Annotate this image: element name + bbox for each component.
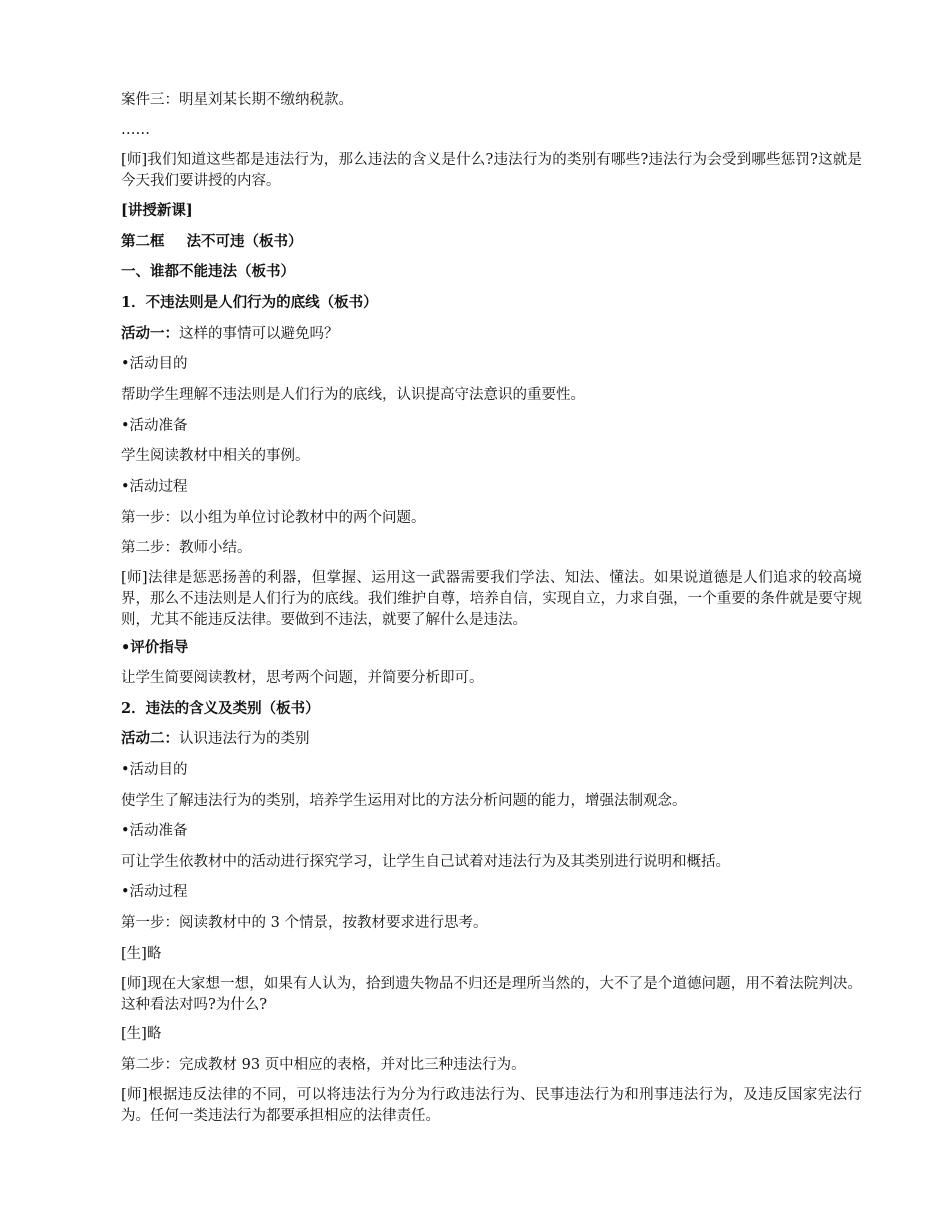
activity-two-step-one: 第一步：阅读教材中的 3 个情景，按教材要求进行思考。 (121, 915, 488, 931)
section-one-heading: 一、谁都不能违法（板书） (121, 263, 295, 280)
evaluation-text: 让学生简要阅读教材，思考两个问题，并简要分析即可。 (121, 670, 484, 686)
teacher-intro-text: [师]我们知道这些都是违法行为，那么违法的含义是什么?违法行为的类别有哪些?违法行为会受到哪些惩罚?这就是今天我们要讲授的内容。 (121, 152, 862, 189)
activity-two-goal-label: •活动目的 (121, 762, 188, 778)
frame-number: 第二框 (121, 233, 165, 250)
activity-one-line (121, 324, 339, 344)
teacher-summary-paragraph (121, 568, 862, 631)
student-answer-one: [生]略 (121, 946, 162, 962)
frame-name: 法不可违（板书） (186, 233, 303, 250)
activity-one-prep-text: 学生阅读教材中相关的事例。 (121, 448, 310, 464)
activity-one-goal-label: •活动目的 (121, 356, 188, 372)
teacher-question-paragraph (121, 974, 862, 1016)
subsection-two-heading: 2．违法的含义及类别（板书） (121, 700, 320, 717)
activity-one-title: 这样的事情可以避免吗？ (179, 326, 339, 342)
activity-two-prep-label: •活动准备 (121, 823, 188, 839)
activity-two-label: 活动二： (121, 730, 179, 747)
activity-two-prep-text: 可让学生依教材中的活动进行探究学习，让学生自己试着对违法行为及其类别进行说明和概括。 (121, 854, 730, 870)
teacher-question-text: [师]现在大家想一想，如果有人认为，拾到遗失物品不归还是理所当然的，大不了是个道德问题，用不着法院判决。这种看法对吗?为什么? (121, 976, 862, 1013)
student-answer-two: [生]略 (121, 1026, 162, 1042)
subsection-one-heading: 1．不违法则是人们行为的底线（板书） (121, 294, 378, 311)
activity-one-label: 活动一： (121, 325, 179, 342)
activity-two-title: 认识违法行为的类别 (179, 731, 310, 747)
activity-one-step-one: 第一步：以小组为单位讨论教材中的两个问题。 (121, 510, 426, 526)
teacher-conclusion-paragraph (121, 1085, 862, 1127)
evaluation-label: •评价指导 (121, 639, 189, 656)
activity-one-prep-label: •活动准备 (121, 418, 188, 434)
teacher-summary-text: [师]法律是惩恶扬善的利器，但掌握、运用这一武器需要我们学法、知法、懂法。如果说道德是人们追求的较高境界，那么不违法则是人们行为的底线。我们维护自尊，培养自信，实现自立，力求自强，一个重要的条件就是要守规则，尤其不能违反法律。要做到不违法，就要了解什么是违法。 (121, 570, 862, 628)
activity-one-goal-text: 帮助学生理解不违法则是人们行为的底线，认识提高守法意识的重要性。 (121, 387, 585, 403)
activity-two-line (121, 729, 310, 749)
activity-two-goal-text: 使学生了解违法行为的类别，培养学生运用对比的方法分析问题的能力，增强法制观念。 (121, 793, 687, 809)
case-three-line: 案件三：明星刘某长期不缴纳税款。 (121, 92, 353, 108)
activity-two-process-label: •活动过程 (121, 884, 188, 900)
teacher-intro-paragraph (121, 150, 862, 192)
activity-two-step-two: 第二步：完成教材 93 页中相应的表格，并对比三种违法行为。 (121, 1057, 526, 1073)
activity-one-step-two: 第二步：教师小结。 (121, 540, 252, 556)
ellipsis-line: …… (121, 122, 150, 138)
teacher-conclusion-text: [师]根据违反法律的不同，可以将违法行为分为行政违法行为、民事违法行为和刑事违法行为，及违反国家宪法行为。任何一类违法行为都要承担相应的法律责任。 (121, 1087, 862, 1124)
new-lesson-heading: [讲授新课] (121, 202, 193, 219)
frame-title (121, 232, 303, 252)
activity-one-process-label: •活动过程 (121, 479, 188, 495)
